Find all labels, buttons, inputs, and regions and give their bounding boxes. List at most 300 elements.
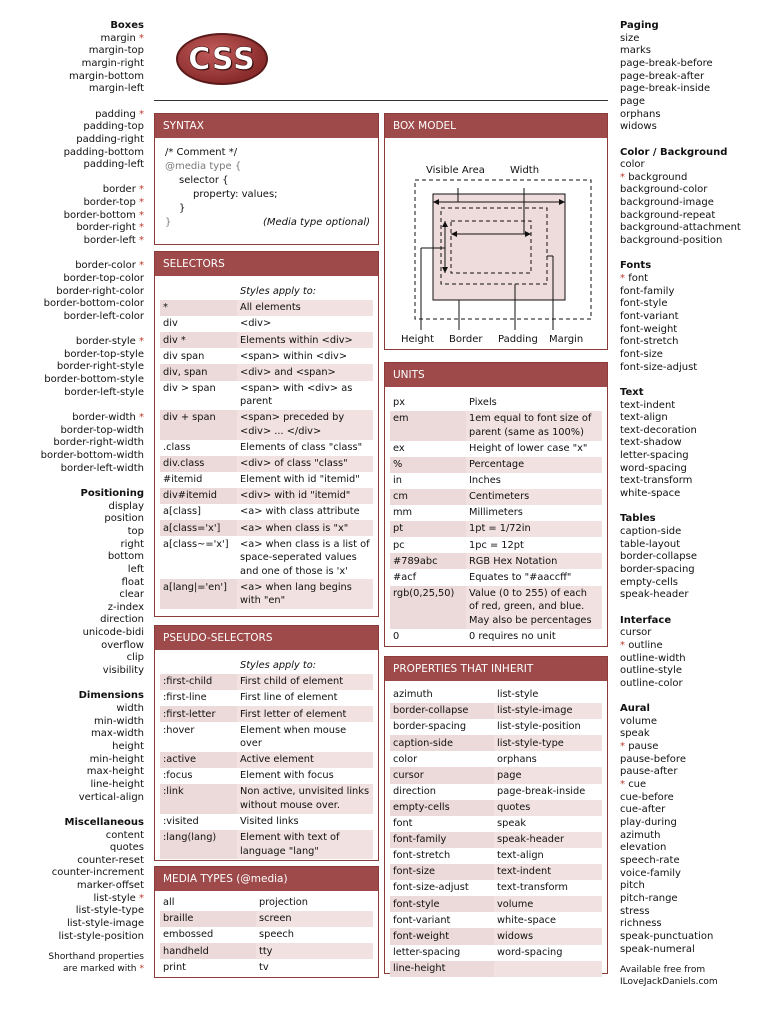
property-name: cue-before	[620, 791, 674, 803]
media-type-row	[160, 959, 373, 975]
property-speak	[620, 728, 768, 741]
property-name: background-attachment	[620, 222, 741, 234]
property-name: border-right-color	[56, 285, 144, 297]
cell-value: Visited links	[240, 816, 299, 828]
property-border-style	[0, 336, 144, 349]
unit-row	[390, 521, 602, 537]
property-name: border-collapse	[620, 551, 697, 563]
cell-key: font-size-adjust	[393, 882, 469, 894]
shorthand-star: *	[135, 184, 144, 196]
property-cue	[620, 779, 768, 792]
property-name: border-top-color	[63, 272, 144, 284]
cell-key: empty-cells	[390, 800, 494, 816]
inherit-row	[390, 896, 602, 912]
selector-row	[160, 364, 373, 380]
property-background-position	[620, 235, 768, 248]
property-border-bottom-color	[0, 298, 144, 311]
property-name: visibility	[102, 665, 144, 677]
property-name: right	[120, 538, 144, 550]
property-name: max-height	[86, 766, 144, 778]
property-name: border-width	[72, 412, 136, 424]
cell-value: <div> and <span>	[237, 364, 373, 380]
units-panel	[384, 362, 608, 647]
property-name: margin-bottom	[68, 70, 144, 82]
property-name: stress	[620, 905, 650, 917]
cell-key: braille	[160, 911, 256, 927]
property-overflow	[0, 640, 144, 653]
property-name: elevation	[620, 842, 667, 854]
cell-value: screen	[256, 911, 373, 927]
pseudo-selector-row	[160, 752, 373, 768]
unit-row	[390, 489, 602, 505]
property-width	[0, 703, 144, 716]
property-name: page-break-before	[620, 57, 713, 69]
inherit-row	[390, 832, 602, 848]
unit-row	[390, 505, 602, 521]
property-padding-right	[0, 134, 144, 147]
cell-key: line-height	[390, 961, 494, 977]
property-letter-spacing	[620, 450, 768, 463]
cell-key: in	[393, 475, 402, 487]
property-min-height	[0, 754, 144, 767]
property-left	[0, 564, 144, 577]
property-name: padding-bottom	[63, 146, 144, 158]
label-border: Border	[449, 334, 483, 345]
shorthand-star: *	[135, 222, 144, 234]
syntax-title: SYNTAX	[155, 114, 378, 138]
property-name: top	[127, 525, 144, 537]
pseudo-selector-row	[160, 674, 373, 690]
shorthand-star: *	[139, 964, 144, 975]
left-property-index	[0, 20, 144, 975]
cell-key: font-weight	[390, 928, 494, 944]
media-title: MEDIA TYPES (@media)	[155, 867, 378, 891]
inherit-row	[390, 961, 602, 977]
selector-row	[160, 332, 373, 348]
box-model-title: BOX MODEL	[385, 114, 607, 138]
inherit-row	[390, 751, 602, 767]
property-name: outline-width	[620, 652, 686, 664]
footnote	[0, 951, 144, 975]
selector-row	[160, 472, 373, 488]
group-title-color-background: Color / Background	[620, 146, 728, 158]
property-name: list-style-image	[66, 918, 144, 930]
inherit-panel	[384, 656, 608, 974]
cell-value: Elements of class "class"	[240, 442, 363, 454]
property-border-top-style	[0, 349, 144, 362]
property-font-stretch	[620, 336, 768, 349]
property-display	[0, 501, 144, 514]
inherit-row	[390, 912, 602, 928]
footnote-text: ILoveJackDaniels.com	[620, 977, 718, 988]
syntax-selector: selector {	[179, 175, 229, 186]
property-name: margin-right	[81, 57, 144, 69]
syntax-panel	[154, 113, 379, 245]
property-name: pause	[628, 741, 659, 753]
cell-key: rgb(0,25,50)	[390, 586, 466, 629]
cell-value: Element with focus	[240, 770, 334, 782]
cell-value: Inches	[469, 475, 501, 487]
property-name: background-repeat	[620, 209, 716, 221]
cell-value: All elements	[237, 300, 373, 316]
cell-key: cm	[390, 489, 466, 505]
cell-key: letter-spacing	[393, 946, 461, 958]
property-name: min-height	[89, 753, 144, 765]
box-model-panel	[384, 113, 608, 350]
property-name: background-image	[620, 197, 714, 209]
group-title-boxes: Boxes	[110, 20, 144, 31]
cell-value: 0 requires no unit	[469, 630, 556, 642]
property-text-align	[620, 412, 768, 425]
selector-row	[160, 536, 373, 579]
property-outline-style	[620, 665, 768, 678]
syntax-close-inner: }	[179, 203, 186, 214]
property-name: direction	[100, 614, 144, 626]
cell-value: list-style	[497, 689, 539, 701]
property-name: padding-right	[76, 133, 144, 145]
group-title-positioning: Positioning	[80, 487, 144, 499]
property-margin-top	[0, 45, 144, 58]
property-float	[0, 577, 144, 590]
property-font-size	[620, 349, 768, 362]
cell-key: :first-line	[163, 692, 207, 704]
inherit-row	[390, 719, 602, 735]
property-size	[620, 33, 768, 46]
cell-key: font-size	[390, 864, 494, 880]
property-name: border-style	[75, 336, 136, 348]
cell-key: div	[163, 318, 178, 330]
footnote-text: are marked with	[63, 964, 137, 975]
unit-row	[390, 411, 602, 441]
property-pitch	[620, 880, 768, 893]
cell-value: <div> of class "class"	[237, 456, 373, 472]
property-name: clip	[126, 652, 144, 664]
cell-value: list-style-position	[497, 721, 581, 733]
label-visible-area: Visible Area	[426, 165, 485, 176]
pseudo-selectors-panel	[154, 625, 379, 861]
property-name: speak-numeral	[620, 943, 695, 955]
property-name: pause-before	[620, 753, 686, 765]
property-border-spacing	[620, 564, 768, 577]
unit-row	[390, 586, 602, 629]
inherit-row	[390, 767, 602, 783]
cell-value: <a> when class is a list of space-seperated values and one of those is 'x'	[240, 538, 370, 577]
property-visibility	[0, 665, 144, 678]
property-name: empty-cells	[620, 576, 678, 588]
property-bottom	[0, 551, 144, 564]
property-background-color	[620, 184, 768, 197]
property-name: outline	[628, 639, 663, 651]
property-name: color	[620, 159, 645, 171]
property-margin-left	[0, 83, 144, 96]
inherit-row	[390, 687, 602, 703]
property-name: quotes	[109, 842, 144, 854]
property-name: pitch-range	[620, 892, 678, 904]
cell-key: print	[163, 961, 187, 973]
pseudo-selector-row	[160, 768, 373, 784]
cell-value: 1pt = 1/72in	[466, 521, 602, 537]
cell-value: Element with text of language "lang"	[237, 830, 373, 860]
property-padding	[0, 109, 144, 122]
footnote-line: Shorthand properties	[48, 952, 144, 963]
property-name: cursor	[620, 627, 652, 639]
property-name: border	[102, 184, 136, 196]
property-name: max-width	[91, 728, 144, 740]
property-widows	[620, 121, 768, 134]
property-name: border-bottom-style	[44, 374, 144, 386]
property-border-right-style	[0, 361, 144, 374]
cell-value: Elements within <div>	[237, 332, 373, 348]
property-font-size-adjust	[620, 362, 768, 375]
syntax-close-outer: }	[165, 217, 172, 228]
property-page	[620, 96, 768, 109]
cell-value: quotes	[494, 800, 602, 816]
property-name: border-left-style	[64, 386, 144, 398]
pseudo-selector-row	[160, 722, 373, 752]
property-name: padding-top	[83, 121, 144, 133]
property-speak-header	[620, 589, 768, 602]
cell-value: <span> within <div>	[240, 350, 348, 362]
cell-key: #789abc	[390, 553, 466, 569]
property-name: word-spacing	[620, 462, 687, 474]
cell-value: tty	[256, 943, 373, 959]
shorthand-star: *	[135, 32, 144, 44]
property-name: border-right-width	[53, 437, 144, 449]
property-name: padding-left	[83, 159, 144, 171]
cell-key: div *	[160, 332, 237, 348]
inherit-row	[390, 945, 602, 961]
cell-key: a[class='x']	[160, 520, 237, 536]
property-page-break-before	[620, 58, 768, 71]
property-name: border-bottom	[63, 209, 136, 221]
property-border-bottom-style	[0, 374, 144, 387]
cell-key: .class	[163, 442, 191, 454]
property-name: counter-reset	[77, 854, 144, 866]
property-name: list-style-type	[75, 905, 144, 917]
cell-key: font-variant	[393, 914, 451, 926]
cell-key: :focus	[163, 770, 193, 782]
cell-value: speak	[497, 818, 527, 830]
property-name: text-shadow	[620, 437, 682, 449]
property-name: border-right-style	[56, 361, 144, 373]
right-property-index	[620, 20, 768, 988]
shorthand-star: *	[135, 108, 144, 120]
property-clear	[0, 589, 144, 602]
property-name: volume	[620, 715, 658, 727]
property-empty-cells	[620, 577, 768, 590]
property-counter-reset	[0, 855, 144, 868]
property-page-break-after	[620, 71, 768, 84]
property-font-variant	[620, 311, 768, 324]
property-name: voice-family	[620, 867, 681, 879]
property-border-left-width	[0, 463, 144, 476]
cell-value: <a> with class attribute	[240, 506, 360, 518]
cell-value: Millimeters	[469, 507, 523, 519]
cell-value: <div>	[240, 318, 272, 330]
cell-key: :hover	[163, 724, 195, 736]
cell-key: :first-letter	[160, 706, 237, 722]
property-name: border-spacing	[620, 563, 695, 575]
property-elevation	[620, 842, 768, 855]
property-border-right-width	[0, 437, 144, 450]
cell-key: div span	[163, 350, 205, 362]
pseudo-selector-row	[160, 830, 373, 860]
selectors-header: Styles apply to:	[240, 286, 317, 298]
media-type-row	[160, 943, 373, 959]
property-list-style-type	[0, 905, 144, 918]
header-divider	[154, 100, 608, 101]
selector-row	[160, 316, 373, 332]
property-border-right	[0, 222, 144, 235]
property-name: overflow	[101, 639, 144, 651]
pseudo-selector-row	[160, 690, 373, 706]
property-name: border-color	[75, 260, 136, 272]
property-counter-increment	[0, 867, 144, 880]
cell-value: <span> with <div> as parent	[240, 382, 353, 408]
pseudo-header: Styles apply to:	[240, 660, 317, 672]
property-line-height	[0, 779, 144, 792]
cell-value: Pixels	[469, 397, 497, 409]
syntax-note: (Media type optional)	[262, 217, 370, 228]
property-min-width	[0, 716, 144, 729]
cell-value: First child of element	[237, 674, 373, 690]
cell-key: div + span	[160, 410, 237, 440]
footnote-line	[0, 963, 144, 975]
shorthand-star: *	[620, 171, 629, 183]
cell-value: <a> when lang begins with "en"	[237, 579, 373, 609]
property-name: font-variant	[620, 310, 679, 322]
property-border-bottom-width	[0, 450, 144, 463]
label-margin: Margin	[549, 334, 584, 345]
property-name: size	[620, 32, 640, 44]
property-border-top	[0, 197, 144, 210]
group-title-dimensions: Dimensions	[78, 690, 144, 702]
property-vertical-align	[0, 792, 144, 805]
inherit-row	[390, 848, 602, 864]
syntax-media: @media type {	[165, 161, 242, 172]
shorthand-star: *	[135, 235, 144, 247]
property-border-top-width	[0, 425, 144, 438]
cell-value: <div> with id "itemid"	[237, 488, 373, 504]
syntax-property: property: values;	[193, 189, 278, 200]
cell-key: azimuth	[393, 689, 433, 701]
property-pause-before	[620, 754, 768, 767]
property-name: speech-rate	[620, 854, 680, 866]
label-width: Width	[510, 165, 540, 176]
property-text-decoration	[620, 425, 768, 438]
cell-key: :visited	[163, 816, 199, 828]
property-border-left-style	[0, 387, 144, 400]
cell-key: font-style	[390, 896, 494, 912]
shorthand-star: *	[135, 336, 144, 348]
property-speak-numeral	[620, 944, 768, 957]
property-margin	[0, 33, 144, 46]
property-cursor	[620, 627, 768, 640]
media-type-row	[160, 927, 373, 943]
shorthand-star: *	[620, 779, 629, 790]
property-name: background-color	[620, 184, 708, 196]
property-border	[0, 184, 144, 197]
cell-key: :lang(lang)	[160, 830, 237, 860]
property-name: padding	[95, 108, 136, 120]
property-name: page	[620, 95, 645, 107]
cell-key: handheld	[160, 943, 256, 959]
cell-value: word-spacing	[497, 946, 563, 958]
property-name: list-style	[93, 892, 136, 904]
property-name: pitch	[620, 880, 645, 892]
inherit-row	[390, 880, 602, 896]
property-pause-after	[620, 766, 768, 779]
property-font-style	[620, 298, 768, 311]
property-name: background	[628, 171, 688, 183]
cell-key: font-stretch	[393, 850, 451, 862]
inherit-title: PROPERTIES THAT INHERIT	[385, 657, 607, 681]
property-page-break-inside	[620, 83, 768, 96]
property-name: page-break-after	[620, 70, 705, 82]
css-logo	[176, 33, 268, 85]
property-name: height	[112, 740, 144, 752]
property-white-space	[620, 488, 768, 501]
cell-key: ex	[393, 442, 405, 454]
property-name: text-transform	[620, 475, 693, 487]
property-max-height	[0, 766, 144, 779]
property-name: margin	[100, 32, 136, 44]
cell-value: volume	[494, 896, 602, 912]
cell-key: #itemid	[163, 474, 203, 486]
property-name: text-align	[620, 412, 668, 424]
unit-row	[390, 457, 602, 473]
property-name: white-space	[620, 488, 681, 500]
cell-key: caption-side	[390, 735, 494, 751]
cell-value: Centimeters	[466, 489, 602, 505]
property-name: widows	[620, 121, 657, 133]
cell-key: :first-child	[160, 674, 237, 690]
shorthand-star: *	[135, 892, 144, 904]
property-name: border-top	[83, 197, 136, 209]
unit-row	[390, 553, 602, 569]
property-azimuth	[620, 830, 768, 843]
property-name: margin-top	[88, 45, 144, 57]
pseudo-selector-row	[160, 784, 373, 814]
property-name: clear	[119, 589, 144, 601]
cell-key: div > span	[163, 382, 216, 394]
media-types-panel	[154, 866, 379, 978]
media-type-row	[160, 895, 373, 911]
property-list-style-position	[0, 931, 144, 944]
shorthand-star: *	[135, 197, 144, 209]
units-title: UNITS	[385, 363, 607, 387]
cell-key: 0	[393, 630, 400, 642]
property-clip	[0, 652, 144, 665]
unit-row	[390, 537, 602, 553]
selector-row	[160, 348, 373, 364]
property-border-collapse	[620, 551, 768, 564]
property-unicode-bidi	[0, 627, 144, 640]
property-name: richness	[620, 918, 662, 930]
property-border-color	[0, 260, 144, 273]
cell-key: font	[393, 818, 413, 830]
box-model-diagram	[385, 138, 607, 348]
property-name: font-style	[620, 298, 668, 310]
property-name: pause-after	[620, 766, 678, 778]
property-name: outline-style	[620, 665, 683, 677]
property-right	[0, 539, 144, 552]
property-max-width	[0, 728, 144, 741]
selector-row	[160, 300, 373, 316]
shorthand-star: *	[135, 209, 144, 221]
property-outline-color	[620, 678, 768, 691]
property-padding-bottom	[0, 147, 144, 160]
